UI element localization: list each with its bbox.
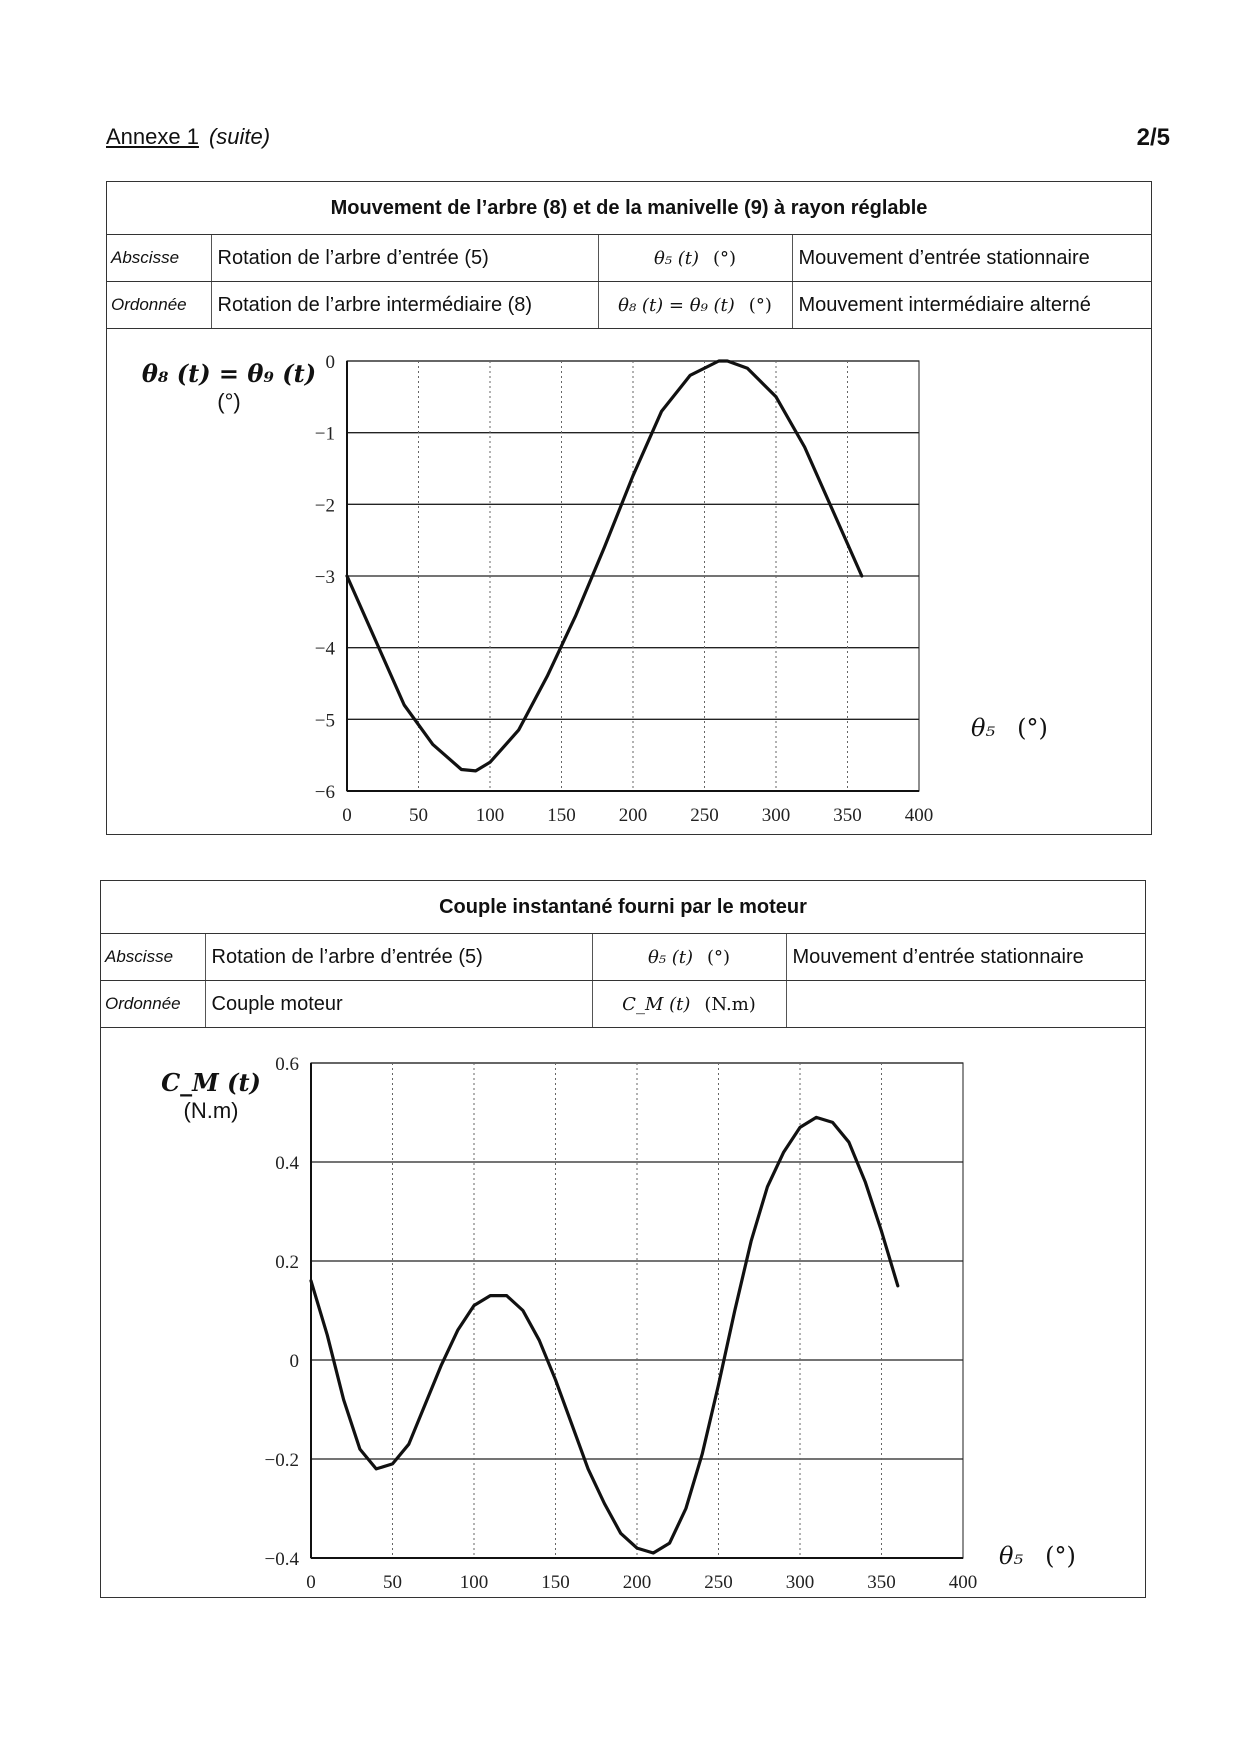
y-tick-label: 0.6: [275, 1054, 299, 1075]
x-tick-label: 100: [475, 805, 505, 826]
x-tick-label: 400: [948, 1572, 978, 1593]
row-label: Abscisse: [107, 235, 211, 282]
annexe-title: Annexe 1: [106, 124, 199, 149]
chart-1-ylabel-unit: (°): [217, 389, 241, 414]
chart-block-1-info-table: [107, 235, 1151, 329]
y-tick-label: 0.4: [275, 1153, 299, 1174]
x-tick-label: 0: [342, 805, 352, 826]
x-tick-label: 150: [547, 805, 576, 826]
row-symbol-cell: [598, 235, 792, 282]
y-tick-label: 0.2: [275, 1252, 299, 1273]
x-tick-label: 100: [459, 1572, 489, 1593]
row-note: Mouvement intermédiaire alterné: [792, 282, 1151, 329]
x-tick-label: 200: [622, 1572, 652, 1593]
row-description: Rotation de l’arbre intermédiaire (8): [211, 282, 598, 329]
y-tick-label: −0.2: [264, 1450, 299, 1471]
x-tick-label: 50: [383, 1572, 402, 1593]
x-tick-label: 250: [690, 805, 719, 826]
y-tick-label: −0.4: [264, 1549, 299, 1570]
row-symbol-cell: [598, 282, 792, 329]
x-tick-label: 300: [785, 1572, 815, 1593]
series-line: [347, 361, 862, 771]
y-tick-label: 0: [325, 352, 335, 373]
chart-block-2-info-table: [101, 934, 1145, 1028]
row-label: Ordonnée: [107, 282, 211, 329]
row-unit: (°): [748, 294, 772, 316]
chart-block-1: [106, 181, 1152, 835]
x-tick-label: 350: [867, 1572, 896, 1593]
row-symbol: θ₅ (t): [647, 946, 693, 968]
y-tick-label: 0: [289, 1351, 299, 1372]
page-number: 2/5: [1136, 124, 1170, 151]
chart-1-xlabel: [971, 714, 1048, 742]
chart-1-xlabel-unit: (°): [1017, 714, 1048, 742]
y-tick-label: −5: [314, 710, 335, 732]
y-tick-label: −3: [314, 567, 335, 588]
chart-2-ylabel-symbol: C_M (t): [161, 1068, 261, 1097]
chart-1-svg: [107, 329, 1151, 829]
chart-2-svg: [101, 1028, 1145, 1598]
x-tick-label: 400: [904, 805, 934, 826]
row-note: [786, 981, 1145, 1028]
row-description: Rotation de l’arbre d’entrée (5): [211, 235, 598, 282]
ordonnee-row: [101, 981, 1145, 1028]
chart-block-2: [100, 880, 1146, 1598]
chart-2-xlabel: [999, 1542, 1076, 1570]
row-symbol: θ₅ (t): [653, 247, 699, 269]
chart-2-ylabel-unit: (N.m): [183, 1098, 239, 1123]
chart-2-xlabel-unit: (°): [1045, 1542, 1076, 1570]
series-line: [311, 1117, 898, 1553]
y-tick-label: −2: [314, 495, 335, 517]
row-symbol: θ₈ (t) = θ₉ (t): [618, 294, 735, 316]
row-unit: (N.m): [704, 993, 756, 1015]
chart-1-ylabel-symbol: θ₈ (t) = θ₉ (t): [141, 359, 317, 388]
annexe-suite: (suite): [208, 124, 271, 149]
row-symbol: C_M (t): [622, 993, 691, 1015]
chart-block-2-title: Couple instantané fourni par le moteur: [101, 881, 1145, 934]
chart-block-1-title: Mouvement de l’arbre (8) et de la manivelle (9) à rayon réglable: [107, 182, 1151, 235]
chart-2-xlabel-symbol: θ₅: [999, 1542, 1024, 1570]
chart-1-xlabel-symbol: θ₅: [971, 714, 996, 742]
y-tick-label: −6: [314, 782, 335, 803]
row-label: Abscisse: [101, 934, 205, 981]
row-label: Ordonnée: [101, 981, 205, 1028]
row-unit: (°): [713, 247, 737, 269]
row-unit: (°): [707, 946, 731, 968]
x-tick-label: 0: [306, 1572, 316, 1593]
x-tick-label: 350: [833, 805, 862, 826]
row-note: Mouvement d’entrée stationnaire: [792, 235, 1151, 282]
y-tick-label: −1: [314, 423, 335, 445]
x-tick-label: 200: [618, 805, 648, 826]
row-symbol-cell: [592, 934, 786, 981]
x-tick-label: 300: [761, 805, 791, 826]
x-tick-label: 50: [409, 805, 428, 826]
x-tick-label: 150: [541, 1572, 570, 1593]
ordonnee-row: [107, 282, 1151, 329]
y-tick-label: −4: [314, 638, 335, 660]
abscisse-row: [107, 235, 1151, 282]
page-header: [106, 124, 270, 150]
row-note: Mouvement d’entrée stationnaire: [786, 934, 1145, 981]
row-description: Couple moteur: [205, 981, 592, 1028]
x-tick-label: 250: [704, 1572, 733, 1593]
abscisse-row: [101, 934, 1145, 981]
row-description: Rotation de l’arbre d’entrée (5): [205, 934, 592, 981]
row-symbol-cell: [592, 981, 786, 1028]
